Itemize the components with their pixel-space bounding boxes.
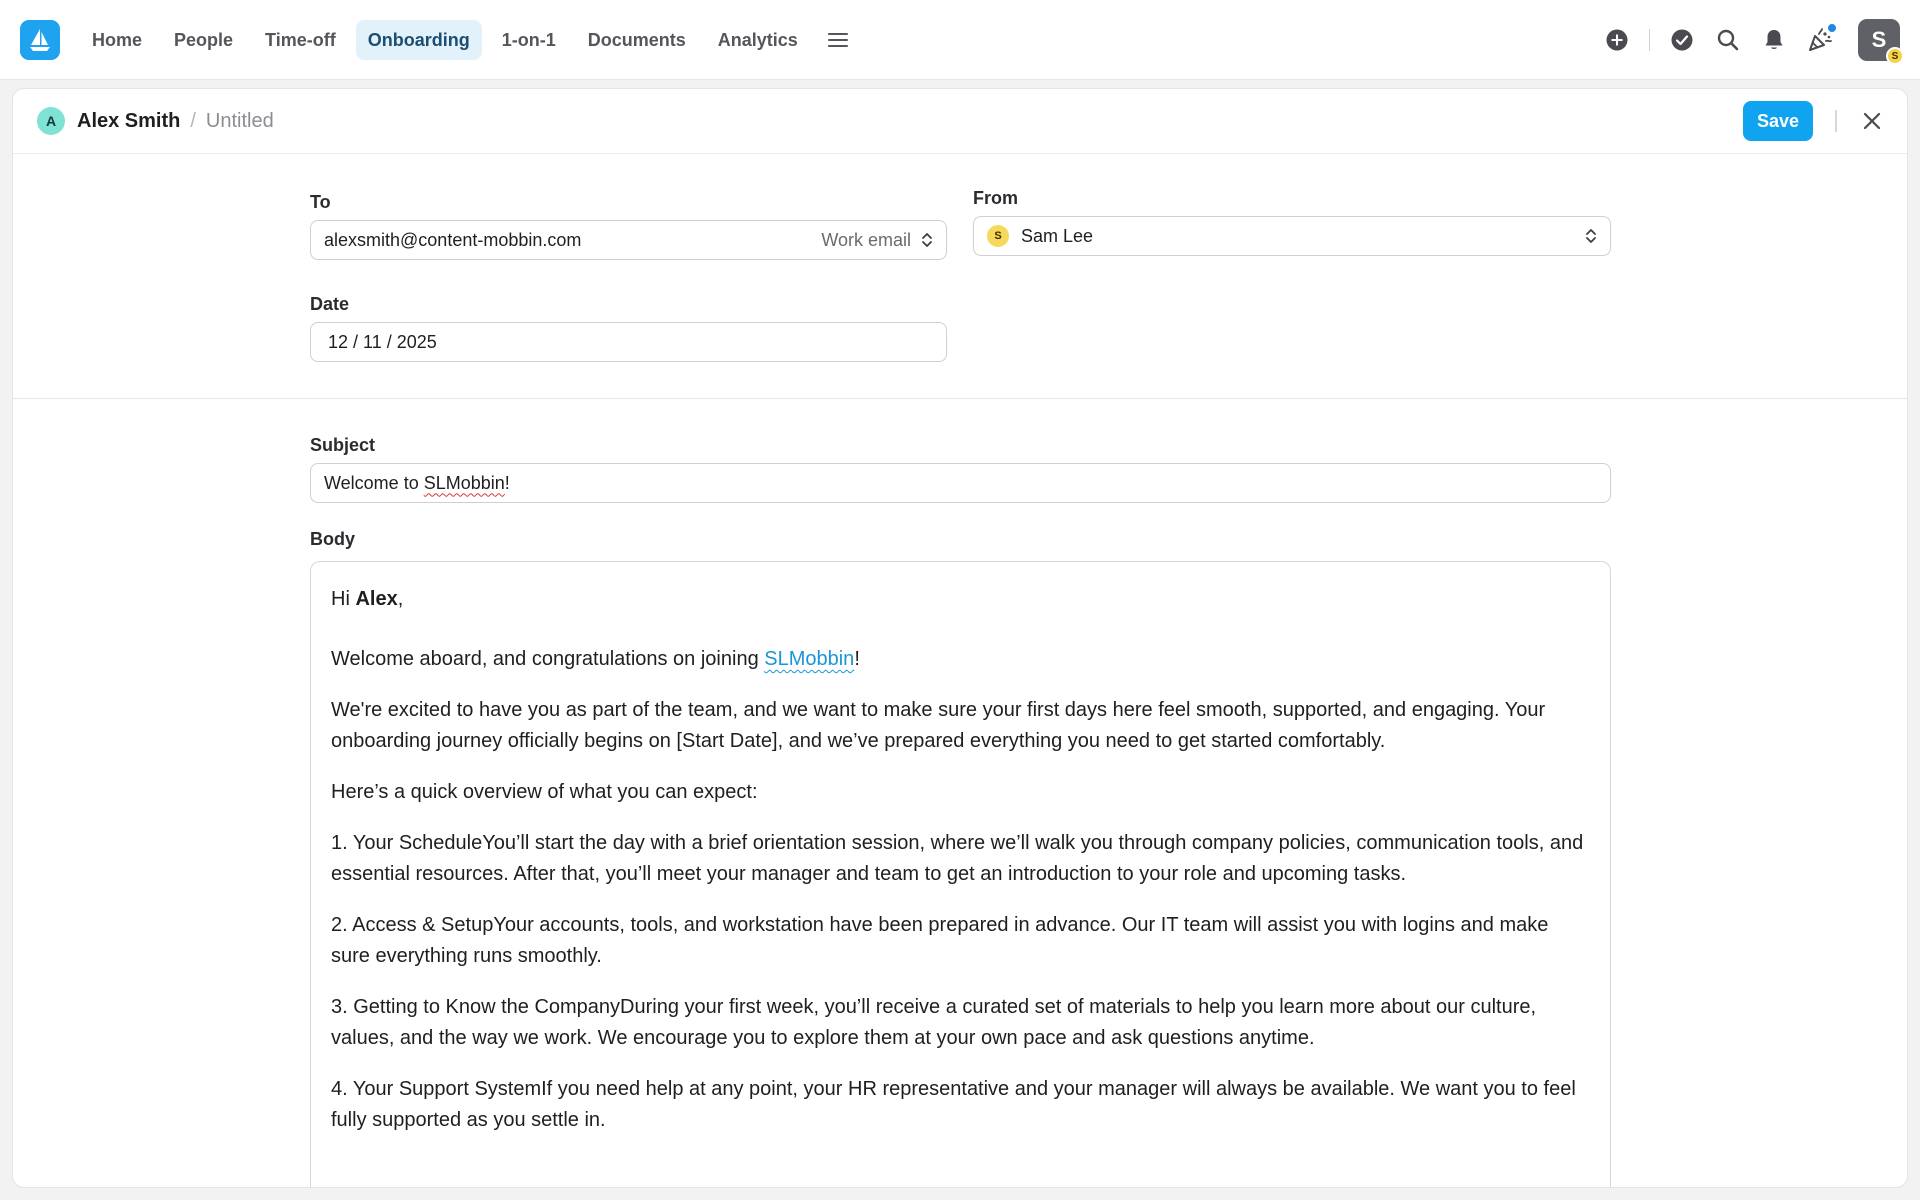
divider (1649, 29, 1650, 51)
body-label: Body (310, 529, 355, 549)
nav-item-home[interactable]: Home (92, 29, 143, 50)
to-field[interactable] (310, 220, 947, 260)
user-avatar-initial: S (1871, 27, 1887, 52)
recipient-avatar: A (37, 107, 65, 135)
from-value: Sam Lee (1021, 225, 1094, 246)
company-link[interactable]: SLMobbin (764, 648, 855, 670)
from-label: From (973, 188, 1018, 208)
header-actions (1743, 100, 1885, 142)
notification-dot (1826, 22, 1838, 34)
subject-prefix: Welcome to (324, 472, 424, 493)
to-label: To (310, 192, 331, 212)
top-navigation (0, 0, 1920, 80)
sender-avatar: S (987, 225, 1009, 247)
close-icon (1862, 111, 1882, 131)
check-circle-icon (1670, 28, 1694, 52)
whats-new-button[interactable] (1802, 20, 1838, 60)
email-type-value: Work email (821, 229, 911, 250)
body-paragraph-support: 4. Your Support SystemIf you need help at any point, your HR representative and your manager will always be available. We want you to feel fully supported as you settle in. (331, 1078, 1576, 1131)
date-label: Date (310, 294, 350, 314)
save-button[interactable]: Save (1743, 101, 1813, 141)
chevron-updown-icon (1585, 227, 1597, 245)
nav-item-documents[interactable]: Documents (587, 29, 686, 50)
tasks-button[interactable] (1664, 20, 1700, 60)
body-paragraph-company: 3. Getting to Know the CompanyDuring your first week, you’ll receive a curated set of materials to help you learn more about our culture, values, and the way we work. We encourage you to explore them at your own pace and ask questions anytime. (331, 996, 1537, 1049)
close-button[interactable] (1859, 108, 1885, 134)
welcome-line: Welcome aboard, and congratulations on joining SLMobbin! (331, 648, 860, 670)
body-paragraph-overview: Here’s a quick overview of what you can expect: (331, 781, 758, 803)
nav-item-time-off[interactable]: Time-off (265, 29, 336, 50)
subject-suffix: ! (504, 472, 510, 493)
search-icon (1716, 28, 1740, 52)
email-type-select[interactable] (821, 230, 933, 251)
body-paragraph-schedule: 1. Your ScheduleYou’ll start the day with a brief orientation session, where we’ll walk you through company policies, communication tools, and essential resources. After that, you’ll meet your manager and team to get an introduction to your role and upcoming tasks. (331, 832, 1584, 885)
from-select[interactable] (973, 216, 1611, 256)
greeting-line: Hi Alex, (331, 588, 404, 610)
subject-input[interactable] (310, 463, 1611, 503)
bell-icon (1763, 28, 1785, 52)
body-editor[interactable] (310, 561, 1611, 1188)
nav-item-analytics[interactable]: Analytics (717, 29, 798, 50)
nav-item-1-on-1[interactable]: 1-on-1 (501, 29, 556, 50)
greeting-name: Alex (355, 588, 398, 610)
nav-item-people[interactable]: People (174, 29, 234, 50)
header-divider (1835, 110, 1837, 132)
document-title[interactable]: Untitled (205, 109, 274, 132)
nav-actions (1599, 20, 1900, 60)
chevron-updown-icon (921, 231, 933, 249)
user-avatar[interactable] (1858, 19, 1900, 61)
sailboat-icon (27, 27, 53, 53)
subject-label: Subject (310, 435, 376, 455)
user-status-badge: S (1886, 47, 1904, 65)
breadcrumb-separator: / (190, 109, 196, 132)
panel-header (13, 89, 1907, 154)
body-paragraph-intro: We're excited to have you as part of the team, and we want to make sure your first days here feel smooth, supported, and engaging. Your onboarding journey officially begins on [Start Date], and we’ve prepared everything you need to get started comfortably. (331, 699, 1546, 752)
body-paragraph-access: 2. Access & SetupYour accounts, tools, and workstation have been prepared in advance. Our IT team will assist you with logins and make sure everything runs smoothly. (331, 914, 1549, 967)
more-menu-button[interactable] (818, 20, 858, 60)
notifications-button[interactable] (1756, 20, 1792, 60)
add-button[interactable] (1599, 20, 1635, 60)
subject-brand: SLMobbin (423, 472, 505, 493)
message-section (13, 399, 1907, 1179)
app-logo[interactable] (20, 20, 60, 60)
recipient-section (13, 154, 1907, 399)
search-button[interactable] (1710, 20, 1746, 60)
hamburger-icon (827, 31, 849, 49)
email-composer-panel (12, 88, 1908, 1188)
date-value: 12 / 11 / 2025 (328, 331, 437, 352)
nav-item-onboarding[interactable]: Onboarding (356, 20, 482, 60)
plus-circle-icon (1605, 28, 1629, 52)
recipient-name[interactable]: Alex Smith (77, 109, 181, 132)
primary-nav (80, 20, 858, 60)
date-input[interactable] (310, 322, 947, 362)
to-email-value: alexsmith@content-mobbin.com (324, 229, 582, 250)
